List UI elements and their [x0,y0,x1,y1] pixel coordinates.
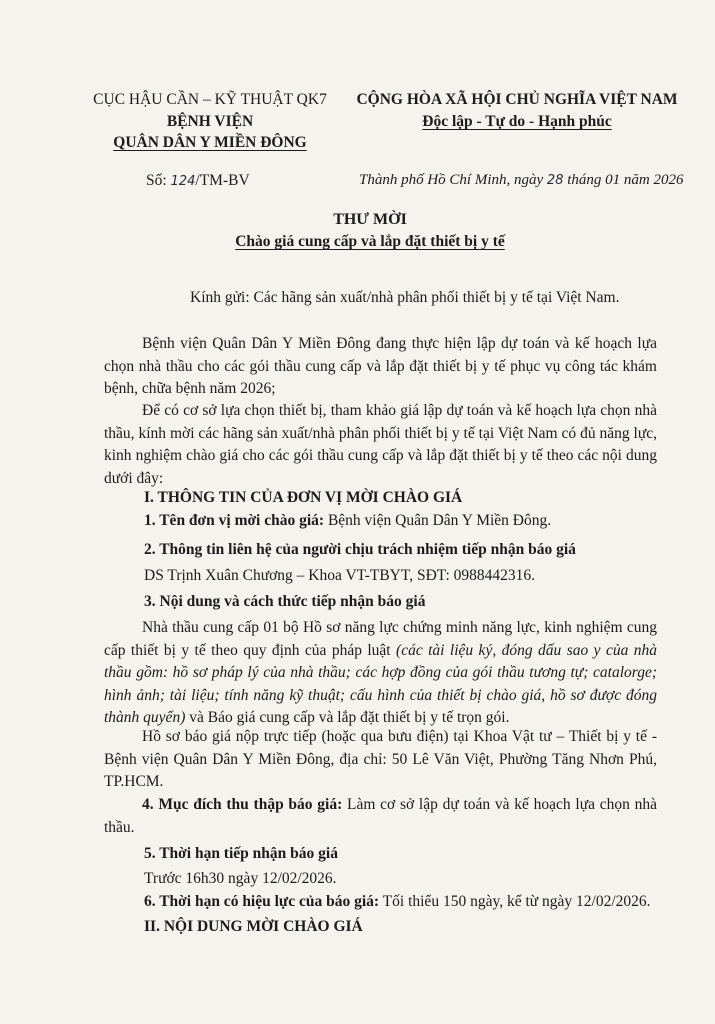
purpose-paragraph: Để có cơ sở lựa chọn thiết bị, tham khảo giá lập dự toán và kế hoạch lựa chọn nhà thầu, kính mời các hãng sản xuất/nhà phân phối thiết bị y tế tại Việt Nam có đủ năng lực, kinh nghiệm chào giá cho các gói thầu cung cấp và lắp đặt thiết bị y tế theo các nội dung dưới đây: [104,402,657,487]
date-day-handwritten: 28 [546,173,564,188]
section-2-heading: II. NỘI DUNG MỜI CHÀO GIÁ [144,918,363,935]
country-name: CỘNG HÒA XÃ HỘI CHỦ NGHĨA VIỆT NAM [356,91,678,108]
intro-paragraph: Bệnh viện Quân Dân Y Miền Đông đang thực hiện lập dự toán và kế hoạch lựa chọn nhà thầu cho các gói thầu cung cấp và lắp đặt thiết bị y tế phục vụ công tác khám bệnh, chữa bệnh năm 2026; [104,335,657,397]
document-number-handwritten: 124 [170,174,196,189]
item-1: 1. Tên đơn vị mời chào giá: Bệnh viện Quân Dân Y Miền Đông. [144,512,552,529]
section-1-heading: I. THÔNG TIN CỦA ĐƠN VỊ MỜI CHÀO GIÁ [144,489,463,506]
country-motto: Độc lập - Tự do - Hạnh phúc [422,113,612,130]
org-name-line2: QUÂN DÂN Y MIỀN ĐÔNG [113,134,307,151]
recipient-line: Kính gửi: Các hãng sản xuất/nhà phân phối thiết bị y tế tại Việt Nam. [190,289,620,306]
item-3-paragraph-1: Nhà thầu cung cấp 01 bộ Hồ sơ năng lực chứng minh năng lực, kinh nghiệm cung cấp thiết bị y tế theo quy định của pháp luật (các tài liệu ký, đóng dấu sao y của nhà thầu gồm: hồ sơ pháp lý của nhà thầu; các hợp đồng của gói thầu tương tự; catalorge; hình ảnh; tài liệu; tính năng kỹ thuật; cấu hình của thiết bị chào giá, hồ sơ được đóng thành quyển) và Báo giá cung cấp và lắp đặt thiết bị y tế trọn gói. [104,619,657,726]
item-5-heading: 5. Thời hạn tiếp nhận báo giá [144,845,338,862]
item-6: 6. Thời hạn có hiệu lực của báo giá: Tối thiểu 150 ngày, kể từ ngày 12/02/2026. [144,893,651,910]
item-3-paragraph-2: Hồ sơ báo giá nộp trực tiếp (hoặc qua bưu điện) tại Khoa Vật tư – Thiết bị y tế - Bệnh viện Quân Dân Y Miền Đông, địa chỉ: 50 Lê Văn Việt, Phường Tăng Nhơn Phú, TP.HCM. [104,728,657,790]
item-2-heading: 2. Thông tin liên hệ của người chịu trách nhiệm tiếp nhận báo giá [144,541,576,558]
item-4: 4. Mục đích thu thập báo giá: Làm cơ sở lập dự toán và kế hoạch lựa chọn nhà thầu. [104,796,657,836]
document-date: Thành phố Hồ Chí Minh, ngày 28 tháng 01 năm 2026 [359,172,684,188]
org-name-line1: BỆNH VIỆN [166,113,254,130]
item-3-heading: 3. Nội dung và cách thức tiếp nhận báo giá [144,593,426,610]
document-subtitle: Chào giá cung cấp và lắp đặt thiết bị y tế [235,233,505,250]
document-title: THƯ MỜI [333,211,407,228]
item-2-contact: DS Trịnh Xuân Chương – Khoa VT-TBYT, SĐT: 0988442316. [144,567,536,584]
org-parent: CỤC HẬU CẦN – KỸ THUẬT QK7 [93,91,327,108]
document-number: Số: 124/TM-BV [146,172,250,189]
item-5-deadline: Trước 16h30 ngày 12/02/2026. [144,870,337,887]
